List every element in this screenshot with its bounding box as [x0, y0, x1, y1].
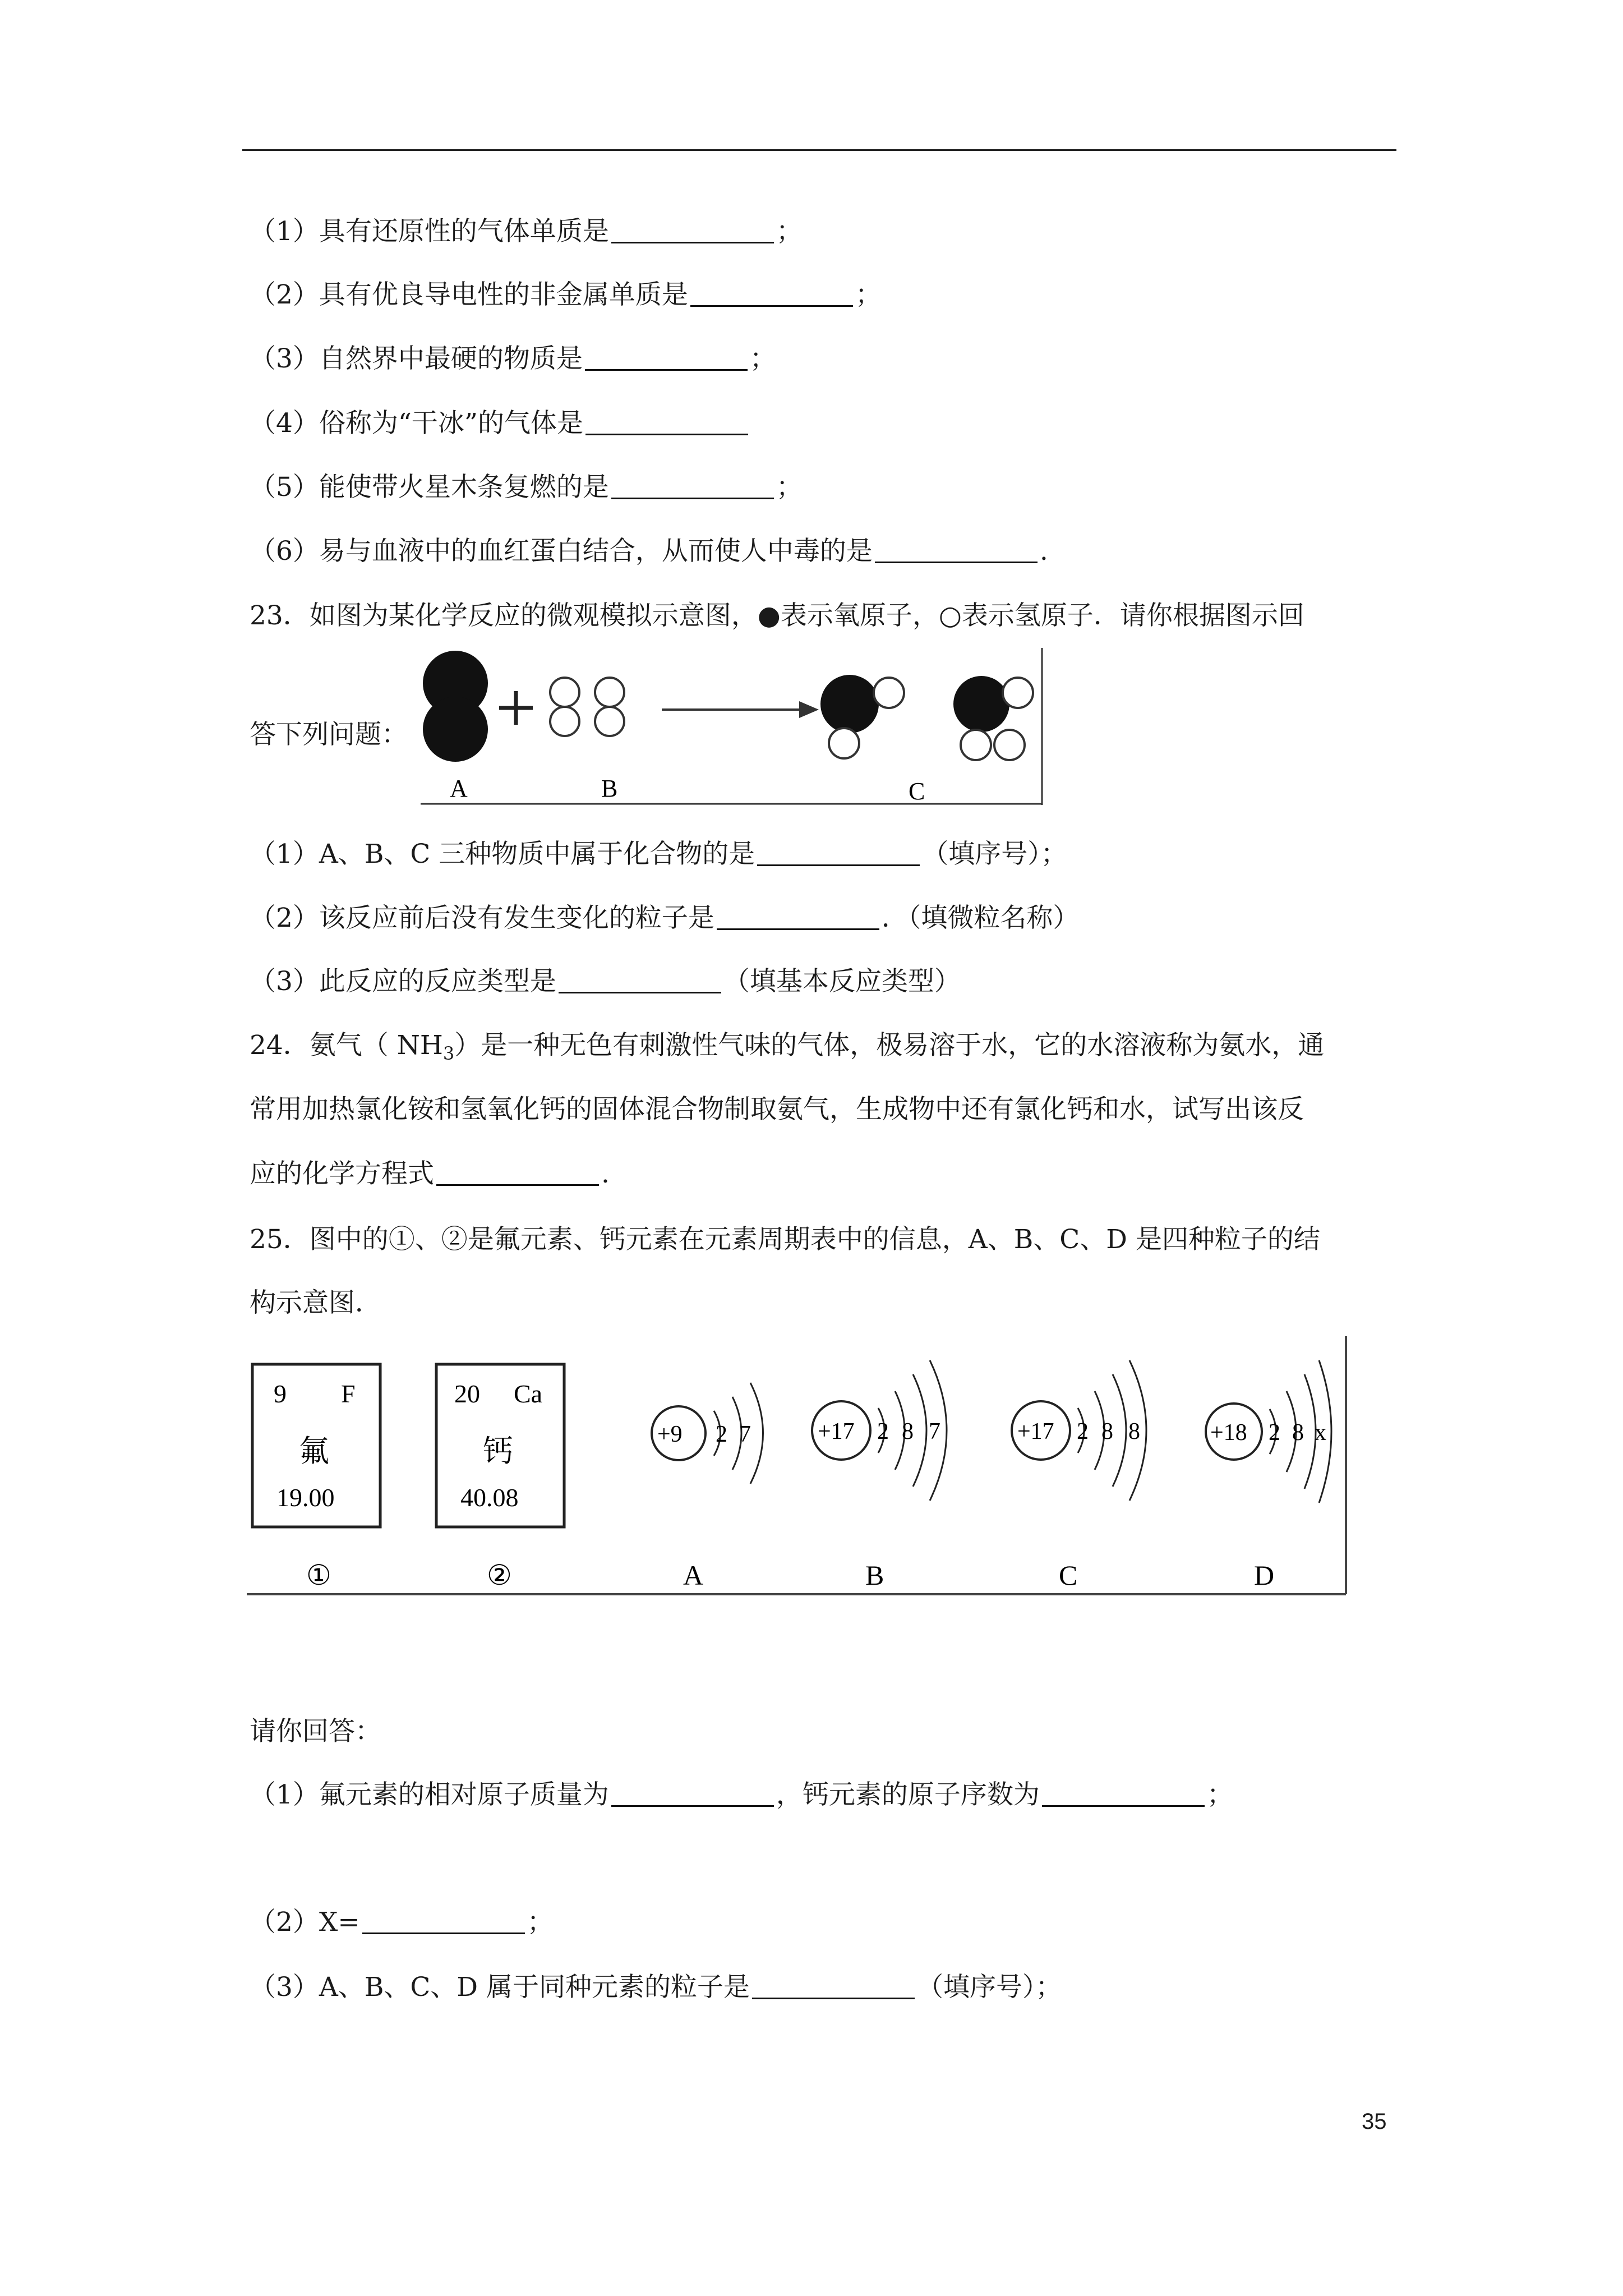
svg-text:①: ①	[306, 1559, 331, 1591]
q25-item-1: （1）氟元素的相对原子质量为 ，钙元素的原子序数为 ；	[250, 1779, 1233, 1810]
svg-text:8: 8	[1101, 1419, 1113, 1444]
q24-line-2: 常用加热氯化铵和氢氧化钙的固体混合物制取氨气，生成物中还有氯化钙和水，试写出该反	[250, 1094, 1304, 1125]
q22-item-3: （3）自然界中最硬的物质是 ；	[250, 343, 776, 374]
particle-b-diagram	[812, 1360, 947, 1591]
label-c: C	[909, 777, 925, 805]
reaction-diagram	[415, 645, 1049, 810]
water-molecule-c1	[820, 675, 904, 758]
svg-text:19.00: 19.00	[276, 1483, 335, 1512]
svg-text:钙: 钙	[483, 1434, 513, 1468]
svg-text:2: 2	[1077, 1419, 1089, 1444]
svg-text:Ca: Ca	[514, 1379, 543, 1408]
answer-blank[interactable]	[585, 409, 748, 435]
q24-line-1: 24．氨气（ $NH_3$）是一种无色有刺激性气味的气体，极易溶于水，它的水溶液称为氨水，通	[250, 1030, 1325, 1064]
q25-stem-continued: 构示意图．	[250, 1287, 381, 1318]
answer-blank[interactable]	[436, 1159, 599, 1186]
answer-blank[interactable]	[757, 840, 920, 866]
svg-text:2: 2	[716, 1421, 727, 1447]
q23-stem-continued: 答下列问题：	[250, 719, 408, 750]
answer-blank[interactable]	[875, 537, 1038, 563]
answer-blank[interactable]	[611, 1780, 774, 1807]
q24-line-3: 应的化学方程式 .	[250, 1158, 610, 1189]
answer-blank[interactable]	[585, 344, 748, 371]
q23-item-3: （3）此反应的反应类型是 （填基本反应类型）	[250, 966, 961, 997]
element-card-calcium	[436, 1364, 564, 1591]
svg-text:②: ②	[487, 1559, 512, 1591]
plus-sign	[499, 691, 533, 725]
q22-item-1: （1）具有还原性的气体单质是 ；	[250, 216, 803, 247]
answer-blank[interactable]	[690, 280, 853, 307]
q22-item-5: （5）能使带火星木条复燃的是 ；	[250, 472, 803, 503]
svg-text:2: 2	[877, 1419, 889, 1444]
answer-blank[interactable]	[362, 1908, 525, 1934]
svg-text:D: D	[1254, 1559, 1275, 1591]
svg-text:7: 7	[929, 1419, 940, 1444]
svg-text:A: A	[683, 1559, 704, 1591]
reaction-arrow	[662, 701, 819, 718]
particle-c-diagram	[1012, 1360, 1146, 1591]
answer-blank[interactable]	[717, 904, 879, 930]
svg-text:C: C	[1059, 1559, 1078, 1591]
svg-text:B: B	[865, 1559, 884, 1591]
answer-blank[interactable]	[611, 473, 774, 499]
svg-text:+17: +17	[818, 1419, 855, 1444]
q23-stem: 23．如图为某化学反应的微观模拟示意图，●表示氧原子，○表示氢原子．请你根据图示回	[250, 600, 1304, 631]
svg-text:20: 20	[454, 1379, 480, 1408]
answer-blank[interactable]	[559, 967, 721, 993]
hydrogen-molecule-b	[550, 678, 624, 736]
q22-item-4: （4）俗称为“干冰”的气体是	[250, 407, 750, 440]
svg-text:2: 2	[1269, 1420, 1280, 1446]
periodic-info-figure	[246, 1335, 1378, 1607]
water-molecule-c2	[953, 676, 1033, 760]
svg-text:+9: +9	[657, 1421, 683, 1447]
svg-text:7: 7	[739, 1421, 751, 1447]
q22-item-6: （6）易与血液中的血红蛋白结合，从而使人中毒的是 .	[250, 536, 1048, 567]
svg-text:+18: +18	[1210, 1420, 1247, 1446]
label-b: B	[601, 775, 618, 802]
page-number: 35	[1362, 2109, 1387, 2134]
q23-item-2: （2）该反应前后没有发生变化的粒子是 ．（填微粒名称）	[250, 903, 1080, 933]
label-a: A	[450, 775, 468, 802]
element-card-fluorine	[252, 1364, 380, 1591]
q23-item-1: （1）A、B、C 三种物质中属于化合物的是 （填序号）；	[250, 839, 1067, 869]
svg-text:+17: +17	[1017, 1419, 1054, 1444]
svg-text:40.08: 40.08	[460, 1483, 519, 1512]
svg-text:x: x	[1315, 1420, 1326, 1446]
q25-prompt: 请你回答：	[250, 1716, 381, 1747]
oxygen-molecule-a	[423, 651, 488, 762]
svg-text:8: 8	[1128, 1419, 1140, 1444]
svg-text:8: 8	[902, 1419, 914, 1444]
q25-item-2: （2）X= ；	[250, 1907, 554, 1938]
svg-text:8: 8	[1292, 1420, 1304, 1446]
answer-blank[interactable]	[1042, 1780, 1205, 1807]
q22-item-2: （2）具有优良导电性的非金属单质是 ；	[250, 279, 882, 310]
answer-blank[interactable]	[611, 217, 774, 243]
svg-text:9: 9	[274, 1379, 287, 1408]
q25-item-3: （3）A、B、C、D 属于同种元素的粒子是 （填序号）；	[250, 1972, 1062, 2003]
header-rule	[242, 149, 1396, 151]
svg-text:F: F	[341, 1379, 356, 1408]
particle-a-diagram	[652, 1383, 763, 1591]
svg-text:氟: 氟	[299, 1434, 329, 1468]
particle-d-diagram	[1206, 1360, 1331, 1591]
answer-blank[interactable]	[752, 1973, 915, 1999]
q25-stem: 25．图中的①、②是氟元素、钙元素在元素周期表中的信息，A、B、C、D 是四种粒子的结	[250, 1224, 1320, 1255]
